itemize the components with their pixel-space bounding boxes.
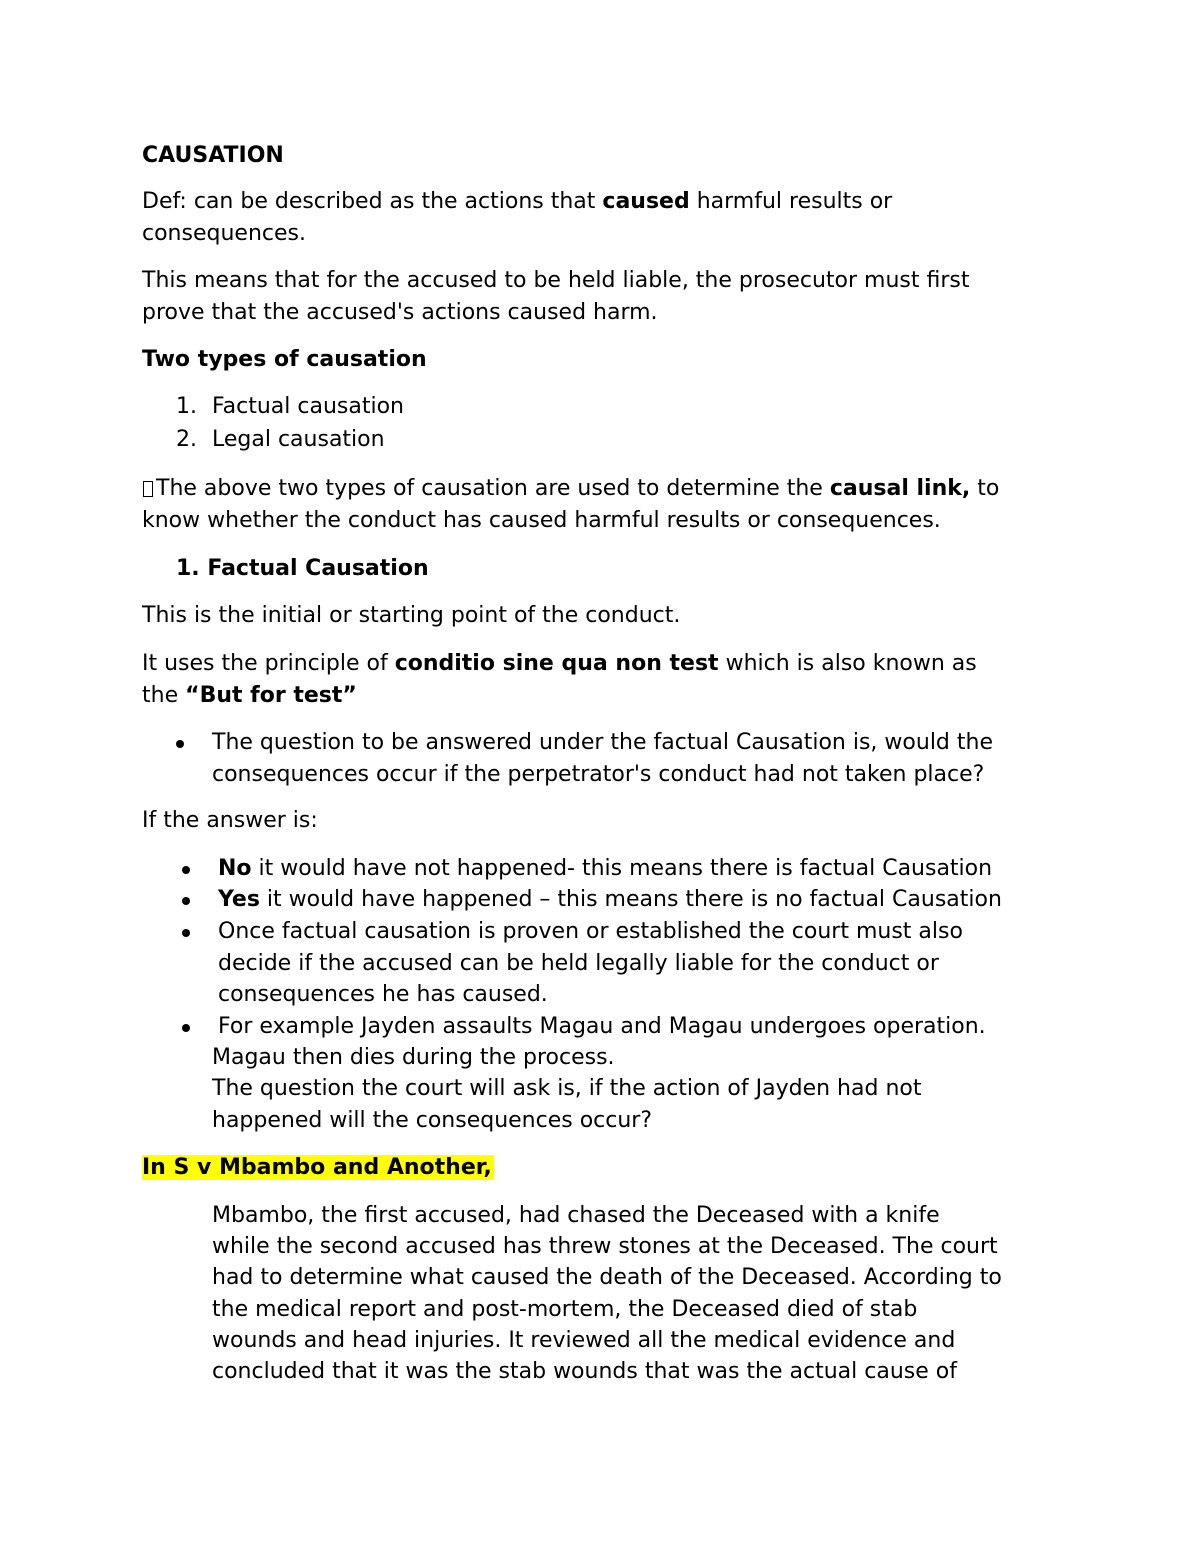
answer-no: No it would have not happened- this means there is factual Causation bbox=[218, 856, 993, 881]
missing-glyph-icon bbox=[143, 481, 153, 497]
example-line-1: For example Jayden assaults Magau and Magau undergoes operation. bbox=[218, 1014, 986, 1039]
factual-heading: 1. Factual Causation bbox=[176, 556, 429, 581]
question-line-1: The question to be answered under the factual Causation is, would the bbox=[212, 730, 993, 755]
types-item-1-number: 1. bbox=[176, 394, 197, 419]
definition-line-1: Def: can be described as the actions that caused harmful results or bbox=[142, 189, 893, 214]
types-item-2-number: 2. bbox=[176, 427, 197, 452]
means-line-2: prove that the accused's actions caused harm. bbox=[142, 300, 658, 325]
question-line-2: consequences occur if the perpetrator's conduct had not taken place? bbox=[212, 762, 985, 787]
types-heading: Two types of causation bbox=[142, 347, 427, 372]
above-line-1: The above two types of causation are used to determine the causal link, to bbox=[156, 476, 1000, 501]
bullet-icon bbox=[176, 740, 184, 748]
bullet-icon bbox=[182, 897, 190, 905]
answer-once-line-1: Once factual causation is proven or established the court must also bbox=[218, 919, 963, 944]
answer-yes: Yes it would have happened – this means there is no factual Causation bbox=[218, 887, 1002, 912]
types-item-2-label: Legal causation bbox=[212, 427, 385, 452]
example-line-3: The question the court will ask is, if the action of Jayden had not bbox=[212, 1076, 922, 1101]
above-line-2: know whether the conduct has caused harmful results or consequences. bbox=[142, 508, 941, 533]
case-body-line: wounds and head injuries. It reviewed all the medical evidence and bbox=[212, 1328, 956, 1353]
case-heading: In S v Mbambo and Another, bbox=[142, 1155, 492, 1180]
example-line-4: happened will the consequences occur? bbox=[212, 1108, 653, 1133]
bullet-icon bbox=[182, 929, 190, 937]
case-body-line: while the second accused has threw stones at the Deceased. The court bbox=[212, 1234, 998, 1259]
answer-intro: If the answer is: bbox=[142, 808, 318, 833]
principle-line-1: It uses the principle of conditio sine qua non test which is also known as bbox=[142, 651, 977, 676]
case-body-line: concluded that it was the stab wounds that was the actual cause of bbox=[212, 1359, 957, 1384]
definition-line-2: consequences. bbox=[142, 221, 306, 246]
answer-once-line-3: consequences he has caused. bbox=[218, 982, 548, 1007]
case-body-line: had to determine what caused the death of the Deceased. According to bbox=[212, 1265, 1002, 1290]
case-body-line: Mbambo, the first accused, had chased the Deceased with a knife bbox=[212, 1203, 940, 1228]
means-line-1: This means that for the accused to be held liable, the prosecutor must first bbox=[142, 268, 970, 293]
case-body-line: the medical report and post-mortem, the Deceased died of stab bbox=[212, 1297, 918, 1322]
types-item-1-label: Factual causation bbox=[212, 394, 404, 419]
initial-point-text: This is the initial or starting point of the conduct. bbox=[142, 603, 681, 628]
document-title: CAUSATION bbox=[142, 143, 284, 168]
bullet-icon bbox=[182, 1024, 190, 1032]
example-line-2: Magau then dies during the process. bbox=[212, 1045, 615, 1070]
principle-line-2: the “But for test” bbox=[142, 683, 357, 708]
answer-once-line-2: decide if the accused can be held legally liable for the conduct or bbox=[218, 951, 939, 976]
bullet-icon bbox=[182, 866, 190, 874]
